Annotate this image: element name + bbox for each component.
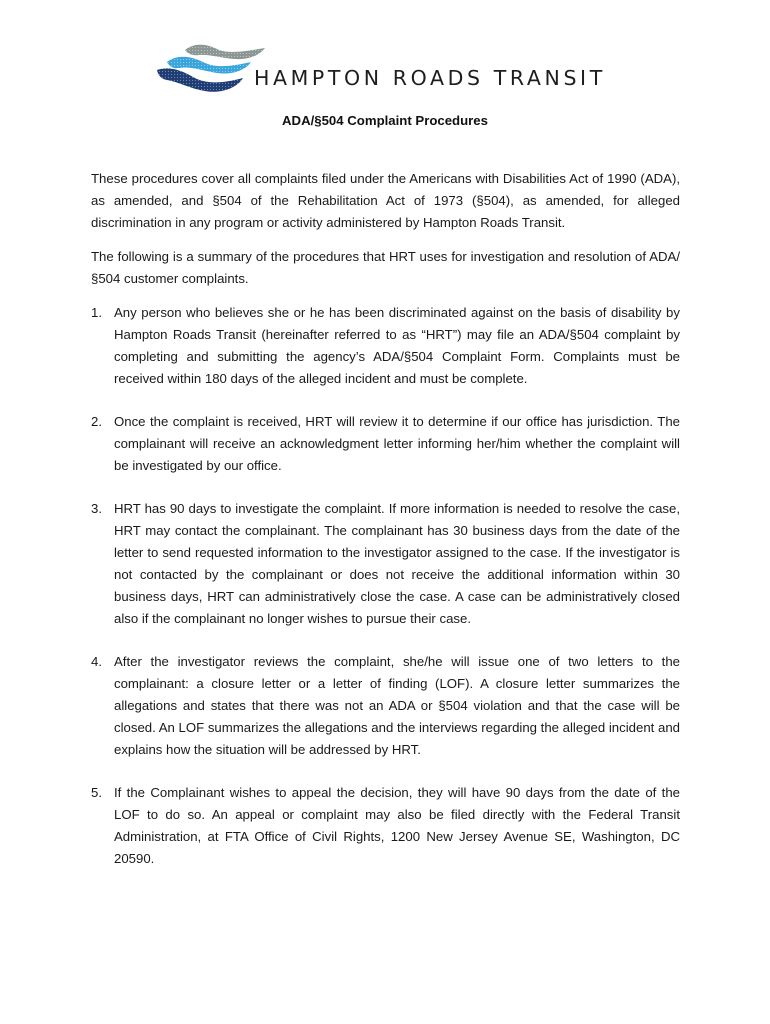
step-number: 5. bbox=[91, 785, 102, 800]
procedure-steps-list bbox=[91, 302, 680, 891]
procedure-step bbox=[91, 411, 680, 477]
step-text: HRT has 90 days to investigate the complaint. If more information is needed to resolve the case, HRT may contact the complainant. The complainant has 30 business days from the date of the letter to send requested information to the investigator assigned to the case. If the investigator is not contacted by the complainant or does not receive the additional information within 30 business days, HRT can administratively close the case. A case can be administratively closed also if the complainant no longer wishes to pursue their case. bbox=[114, 501, 680, 626]
procedure-step bbox=[91, 782, 680, 870]
intro-paragraph: These procedures cover all complaints filed under the Americans with Disabilities Act of 1990 (ADA), as amended, and §504 of the Rehabilitation Act of 1973 (§504), as amended, for alleged discrimination in any program or activity administered by Hampton Roads Transit. bbox=[91, 171, 680, 230]
summary-paragraph: The following is a summary of the procedures that HRT uses for investigation and resolution of ADA/§504 customer complaints. bbox=[91, 249, 680, 286]
step-text: If the Complainant wishes to appeal the decision, they will have 90 days from the date of the LOF to do so. An appeal or complaint may also be filed directly with the Federal Transit Administration, at FTA Office of Civil Rights, 1200 New Jersey Avenue SE, Washington, DC 20590. bbox=[114, 785, 680, 866]
step-number: 1. bbox=[91, 305, 102, 320]
step-number: 2. bbox=[91, 414, 102, 429]
step-text: After the investigator reviews the complaint, she/he will issue one of two letters to the complainant: a closure letter or a letter of finding (LOF). A closure letter summarizes the allegations and states that there was not an ADA or §504 violation and that the case will be closed. An LOF summarizes the allegations and the interviews regarding the alleged incident and explains how the situation will be addressed by HRT. bbox=[114, 654, 680, 757]
procedure-step bbox=[91, 498, 680, 630]
procedure-step bbox=[91, 651, 680, 761]
step-text: Any person who believes she or he has been discriminated against on the basis of disability by Hampton Roads Transit (hereinafter referred to as “HRT”) may file an ADA/§504 complaint by completing and submitting the agency’s ADA/§504 Complaint Form. Complaints must be received within 180 days of the alleged incident and must be complete. bbox=[114, 305, 680, 386]
hrt-logo bbox=[155, 40, 625, 100]
step-number: 4. bbox=[91, 654, 102, 669]
step-text: Once the complaint is received, HRT will review it to determine if our office has jurisdiction. The complainant will receive an acknowledgment letter informing her/him whether the complaint will be investigated by our office. bbox=[114, 414, 680, 473]
logo-wordmark: HAMPTON ROADS TRANSIT bbox=[254, 66, 606, 90]
step-number: 3. bbox=[91, 501, 102, 516]
document-title: ADA/§504 Complaint Procedures bbox=[282, 113, 488, 128]
wave-stripes-logo-icon bbox=[155, 40, 267, 98]
procedure-step bbox=[91, 302, 680, 390]
